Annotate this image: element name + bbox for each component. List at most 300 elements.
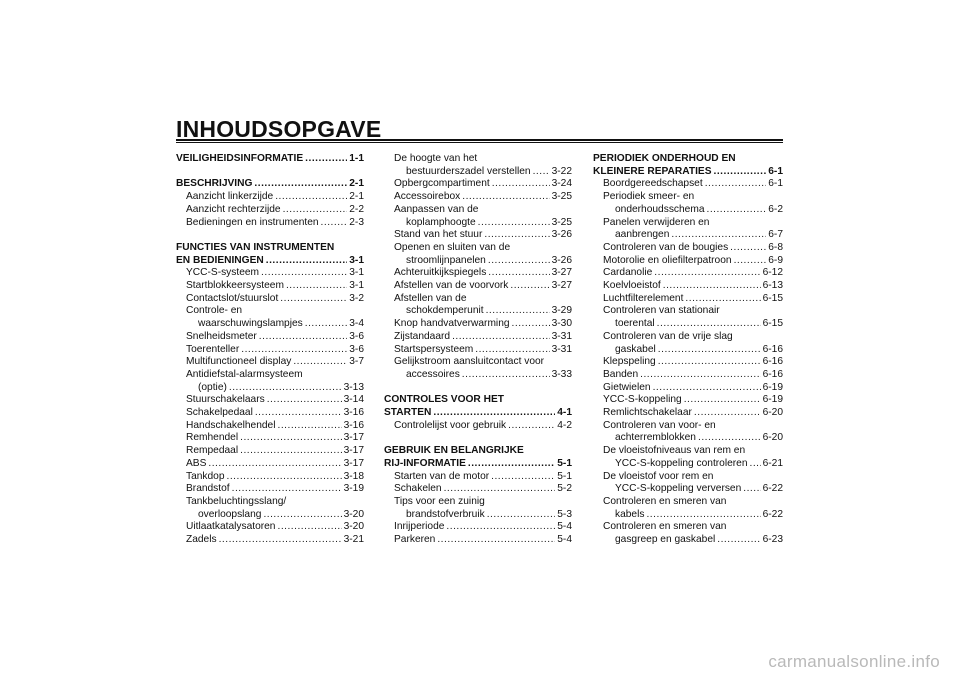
toc-entry[interactable] <box>176 432 364 445</box>
toc-heading-line <box>176 496 364 509</box>
toc-entry-title: Toerenteller <box>186 343 240 355</box>
toc-entry-title: gasgreep en gaskabel <box>615 534 716 546</box>
toc-entry[interactable] <box>384 534 572 547</box>
toc-entry-title: Boordgereedschapset <box>603 178 703 190</box>
toc-page-number: 3-20 <box>343 508 364 520</box>
toc-page-number: 3-21 <box>343 534 364 546</box>
toc-dot-leader <box>255 407 342 420</box>
toc-spacer <box>384 382 572 395</box>
toc-page-number: 6-13 <box>762 280 783 292</box>
toc-heading-line <box>593 305 783 318</box>
toc-entry-title: Controleren van stationair <box>603 305 720 317</box>
toc-page-number: 6-23 <box>762 534 783 546</box>
toc-entry-title: Knop handvatverwarming <box>394 318 510 330</box>
toc-dot-leader <box>277 521 341 534</box>
toc-dot-leader <box>241 344 347 357</box>
toc-entry-title: KLEINERE REPARATIES <box>593 165 712 177</box>
toc-entry-title: Inrijperiode <box>394 521 445 533</box>
toc-entry-title: koplamphoogte <box>406 216 476 228</box>
toc-entry-title: De vloeistofniveaus van rem en <box>603 445 746 457</box>
toc-heading-line <box>593 471 783 484</box>
toc-dot-leader <box>452 331 550 344</box>
toc-entry[interactable] <box>384 166 572 179</box>
toc-entry[interactable] <box>176 445 364 458</box>
toc-page-number: 3-26 <box>551 254 572 266</box>
toc-page-number: 3-20 <box>343 521 364 533</box>
toc-entry[interactable] <box>384 369 572 382</box>
toc-page-number: 6-1 <box>768 178 783 190</box>
toc-entry-title: Zadels <box>186 534 217 546</box>
toc-entry[interactable] <box>176 267 364 280</box>
toc-entry-title: PERIODIEK ONDERHOUD EN <box>593 153 736 164</box>
toc-entry-title: onderhoudsschema <box>615 203 705 215</box>
toc-entry-title: Starten van de motor <box>394 470 490 482</box>
toc-entry[interactable] <box>593 166 783 179</box>
toc-entry-title: Opbergcompartiment <box>394 178 490 190</box>
toc-entry[interactable] <box>176 356 364 369</box>
toc-entry-title: Periodiek smeer- en <box>603 191 695 203</box>
toc-entry-title: YCC-S-koppeling controleren <box>615 457 748 469</box>
toc-entry-title: Controlelijst voor gebruik <box>394 419 507 431</box>
toc-dot-leader <box>657 318 761 331</box>
toc-entry[interactable] <box>384 483 572 496</box>
toc-page-number: 6-19 <box>762 381 783 393</box>
toc-page-number: 3-4 <box>349 318 364 330</box>
toc-entry[interactable] <box>384 344 572 357</box>
toc-page-number: 5-1 <box>557 457 572 469</box>
toc-entry[interactable] <box>593 229 783 242</box>
toc-page-number: 5-4 <box>557 534 572 546</box>
toc-entry-title: Startblokkeersysteem <box>186 280 284 291</box>
toc-entry[interactable] <box>384 471 572 484</box>
toc-column-1 <box>176 153 364 547</box>
page-title: INHOUDSOPGAVE <box>176 116 382 142</box>
toc-heading-line <box>593 445 783 458</box>
toc-entry[interactable] <box>593 432 783 445</box>
toc-dot-leader <box>462 369 550 382</box>
toc-page-number: 6-2 <box>768 203 783 215</box>
toc-entry[interactable] <box>593 407 783 420</box>
toc-entry[interactable] <box>384 267 572 280</box>
toc-page-number: 3-17 <box>343 457 364 469</box>
toc-entry-title: Afstellen van de voorvork <box>394 280 509 292</box>
toc-entry-title: Schakelpedaal <box>186 407 253 419</box>
toc-entry[interactable] <box>593 267 783 280</box>
toc-dot-leader <box>462 191 549 204</box>
toc-entry[interactable] <box>384 217 572 230</box>
toc-heading-line <box>384 394 572 407</box>
toc-dot-leader <box>208 458 341 471</box>
toc-entry-title: Aanzicht rechterzijde <box>186 203 281 215</box>
toc-entry-title: VEILIGHEIDSINFORMATIE <box>176 153 304 164</box>
toc-entry[interactable] <box>176 255 364 268</box>
toc-page-number: 3-31 <box>551 343 572 355</box>
toc-entry[interactable] <box>384 280 572 293</box>
toc-entry-title: Startspersysteem <box>394 343 474 355</box>
toc-entry[interactable] <box>176 331 364 344</box>
toc-entry-title: Bedieningen en instrumenten <box>186 216 319 228</box>
toc-dot-leader <box>684 394 761 407</box>
toc-entry-title: Contactslot/stuurslot <box>186 292 279 304</box>
toc-entry[interactable] <box>176 458 364 471</box>
toc-entry[interactable] <box>593 255 783 268</box>
toc-entry[interactable] <box>176 534 364 547</box>
toc-dot-leader <box>646 509 760 522</box>
toc-page-number: 6-8 <box>768 241 783 253</box>
toc-entry[interactable] <box>176 420 364 433</box>
toc-page-number: 3-1 <box>349 267 364 279</box>
toc-heading-line <box>384 356 572 369</box>
toc-page-number: 4-1 <box>557 407 572 419</box>
toc-dot-leader <box>293 356 347 369</box>
toc-entry-title: De vloeistof voor rem en <box>603 470 714 482</box>
toc-entry-title: RIJ-INFORMATIE <box>384 457 466 469</box>
toc-entry-title: Controleren van voor- en <box>603 419 716 431</box>
toc-entry-title: gaskabel <box>615 343 656 355</box>
toc-dot-leader <box>484 229 549 242</box>
toc-entry-title: bestuurderszadel verstellen <box>406 165 531 177</box>
toc-entry[interactable] <box>384 420 572 433</box>
toc-page-number: 6-12 <box>762 267 783 279</box>
toc-entry[interactable] <box>176 217 364 230</box>
toc-entry-title: Gelijkstroom aansluitcontact voor <box>394 356 545 368</box>
toc-entry-title: GEBRUIK EN BELANGRIJKE <box>384 445 524 457</box>
toc-page-number: 6-16 <box>762 343 783 355</box>
toc-heading-line <box>384 204 572 217</box>
toc-page-number: 3-24 <box>551 178 572 190</box>
toc-page-number: 3-6 <box>349 330 364 342</box>
toc-dot-leader <box>654 267 760 280</box>
toc-dot-leader <box>730 242 766 255</box>
toc-heading-line <box>593 191 783 204</box>
toc-dot-leader <box>717 534 760 547</box>
toc-heading-line <box>593 521 783 534</box>
toc-dot-leader <box>433 407 555 420</box>
toc-dot-leader <box>468 458 555 471</box>
toc-entry[interactable] <box>176 483 364 496</box>
toc-entry-title: overloopslang <box>198 508 262 520</box>
toc-entry-title: FUNCTIES VAN INSTRUMENTEN <box>176 241 335 253</box>
toc-entry-title: Panelen verwijderen en <box>603 216 710 228</box>
toc-entry-title: EN BEDIENINGEN <box>176 254 264 266</box>
toc-entry[interactable] <box>593 534 783 547</box>
toc-entry-title: ABS <box>186 457 207 469</box>
toc-entry[interactable] <box>176 178 364 191</box>
toc-dot-leader <box>512 318 550 331</box>
toc-entry[interactable] <box>593 318 783 331</box>
toc-entry-title: Controle- en <box>186 305 243 317</box>
toc-dot-leader <box>658 344 761 357</box>
toc-entry[interactable] <box>384 331 572 344</box>
toc-page-number: 6-16 <box>762 368 783 380</box>
toc-entry-title: Uitlaatkatalysatoren <box>186 521 276 533</box>
toc-column-3 <box>593 153 783 547</box>
toc-page-number: 3-26 <box>551 229 572 241</box>
toc-dot-leader <box>671 229 766 242</box>
toc-dot-leader <box>266 255 348 268</box>
toc-page-number: 3-17 <box>343 445 364 457</box>
toc-heading-line <box>176 369 364 382</box>
toc-page-number: 5-4 <box>557 521 572 533</box>
toc-entry[interactable] <box>593 356 783 369</box>
toc-entry-title: Controleren en smeren van <box>603 495 727 507</box>
toc-page-number: 6-16 <box>762 356 783 368</box>
toc-dot-leader <box>259 331 347 344</box>
toc-dot-leader <box>321 217 348 230</box>
toc-entry[interactable] <box>593 483 783 496</box>
toc-entry-title: De hoogte van het <box>394 153 478 164</box>
toc-page-number: 3-30 <box>551 318 572 330</box>
toc-dot-leader <box>305 318 348 331</box>
toc-entry-title: Luchtfilterelement <box>603 292 684 304</box>
toc-entry[interactable] <box>176 394 364 407</box>
toc-dot-leader <box>263 509 341 522</box>
toc-page-number: 3-13 <box>343 381 364 393</box>
toc-entry-title: Aanzicht linkerzijde <box>186 191 274 203</box>
toc-entry-title: Controleren en smeren van <box>603 521 727 533</box>
toc-dot-leader <box>444 483 556 496</box>
toc-page-number: 6-22 <box>762 508 783 520</box>
toc-page-number: 6-21 <box>762 457 783 469</box>
toc-entry[interactable] <box>593 509 783 522</box>
toc-heading-line <box>384 445 572 458</box>
toc-entry[interactable] <box>593 293 783 306</box>
toc-dot-leader <box>734 255 767 268</box>
toc-entry-title: Banden <box>603 368 639 380</box>
toc-entry[interactable] <box>176 280 364 293</box>
toc-entry-title: Cardanolie <box>603 267 653 279</box>
toc-entry[interactable] <box>593 242 783 255</box>
toc-page-number: 6-7 <box>768 229 783 241</box>
toc-entry[interactable] <box>384 318 572 331</box>
toc-page-number: 3-29 <box>551 305 572 317</box>
toc-dot-leader <box>714 166 767 179</box>
toc-dot-leader <box>508 420 555 433</box>
toc-entry-title: Multifunctioneel display <box>186 356 292 368</box>
toc-page-number: 2-3 <box>349 216 364 228</box>
toc-page-number: 3-16 <box>343 419 364 431</box>
toc-page-number: 6-9 <box>768 254 783 266</box>
toc-entry-title: kabels <box>615 508 645 520</box>
toc-heading-line <box>384 293 572 306</box>
toc-page-number: 2-1 <box>349 191 364 203</box>
toc-heading-line <box>176 305 364 318</box>
toc-entry[interactable] <box>384 407 572 420</box>
toc-page-number: 3-7 <box>349 356 364 368</box>
toc-entry[interactable] <box>384 305 572 318</box>
toc-dot-leader <box>698 432 761 445</box>
toc-entry[interactable] <box>384 521 572 534</box>
toc-entry[interactable] <box>593 280 783 293</box>
toc-dot-leader <box>254 178 347 191</box>
toc-entry-title: stroomlijnpanelen <box>406 254 486 266</box>
toc-dot-leader <box>492 178 550 191</box>
toc-dot-leader <box>261 267 347 280</box>
toc-dot-leader <box>240 445 342 458</box>
toc-entry-title: Parkeren <box>394 534 436 546</box>
toc-page-number: 6-22 <box>762 483 783 495</box>
toc-entry-title: accessoires <box>406 368 460 380</box>
toc-entry[interactable] <box>176 407 364 420</box>
toc-entry[interactable] <box>593 458 783 471</box>
toc-page-number: 6-20 <box>762 432 783 444</box>
toc-dot-leader <box>227 471 342 484</box>
toc-dot-leader <box>533 166 550 179</box>
toc-entry-title: Stuurschakelaars <box>186 394 265 406</box>
toc-entry-title: Handschakelhendel <box>186 419 276 431</box>
toc-dot-leader <box>275 191 347 204</box>
toc-entry-title: Achteruitkijkspiegels <box>394 267 487 279</box>
toc-entry-title: STARTEN <box>384 407 432 419</box>
toc-entry[interactable] <box>176 293 364 306</box>
toc-dot-leader <box>705 178 767 191</box>
toc-page-number: 6-1 <box>768 165 783 177</box>
toc-page-number: 6-19 <box>762 394 783 406</box>
toc-heading-line <box>384 242 572 255</box>
toc-entry-title: YCC-S-systeem <box>186 267 260 279</box>
toc-heading-line <box>384 153 572 166</box>
toc-heading-line <box>593 217 783 230</box>
toc-entry[interactable] <box>593 382 783 395</box>
toc-page-number: 3-33 <box>551 368 572 380</box>
title-rule <box>176 139 783 143</box>
toc-heading-line <box>593 153 783 166</box>
toc-entry[interactable] <box>593 394 783 407</box>
toc-page-number: 5-3 <box>557 508 572 520</box>
toc-dot-leader <box>280 293 347 306</box>
toc-dot-leader <box>286 280 347 293</box>
toc-page-number: 3-22 <box>551 165 572 177</box>
toc-entry[interactable] <box>593 369 783 382</box>
toc-dot-leader <box>640 369 760 382</box>
toc-dot-leader <box>278 420 342 433</box>
toc-dot-leader <box>658 356 761 369</box>
toc-page-number: 3-1 <box>349 280 364 291</box>
toc-page-number: 6-15 <box>762 292 783 304</box>
toc-dot-leader <box>305 153 347 166</box>
toc-dot-leader <box>475 344 549 357</box>
toc-heading-line <box>593 420 783 433</box>
toc-dot-leader <box>488 267 549 280</box>
toc-dot-leader <box>743 483 760 496</box>
toc-entry[interactable] <box>176 153 364 166</box>
toc-entry-title: Stand van het stuur <box>394 229 483 241</box>
toc-dot-leader <box>663 280 761 293</box>
toc-spacer <box>176 166 364 179</box>
toc-entry-title: Controleren van de bougies <box>603 241 729 253</box>
toc-dot-leader <box>491 471 555 484</box>
toc-page-number: 3-1 <box>349 254 364 266</box>
toc-entry[interactable] <box>384 458 572 471</box>
watermark: carmanualsonline.info <box>768 652 940 671</box>
toc-dot-leader <box>694 407 761 420</box>
toc-dot-leader <box>478 217 550 230</box>
toc-heading-line <box>593 331 783 344</box>
toc-page-number: 3-17 <box>343 432 364 444</box>
toc-entry[interactable] <box>176 191 364 204</box>
toc-page-number: 3-27 <box>551 280 572 292</box>
toc-dot-leader <box>240 432 342 445</box>
toc-column-2 <box>384 153 572 547</box>
toc-entry[interactable] <box>384 509 572 522</box>
toc-entry-title: Accessoirebox <box>394 191 461 203</box>
toc-entry-title: YCC-S-koppeling <box>603 394 682 406</box>
toc-entry-title: brandstofverbruik <box>406 508 485 520</box>
toc-spacer <box>384 432 572 445</box>
toc-entry[interactable] <box>384 229 572 242</box>
toc-entry-title: achterremblokken <box>615 432 696 444</box>
toc-entry[interactable] <box>384 191 572 204</box>
toc-dot-leader <box>446 521 555 534</box>
toc-entry[interactable] <box>593 204 783 217</box>
toc-heading-line <box>384 496 572 509</box>
toc-entry[interactable] <box>384 178 572 191</box>
toc-entry[interactable] <box>593 178 783 191</box>
toc-page-number: 1-1 <box>349 153 364 164</box>
toc-entry-title: aanbrengen <box>615 229 670 241</box>
toc-entry-title: Afstellen van de <box>394 292 467 304</box>
toc-dot-leader <box>267 394 342 407</box>
toc-page-number: 3-14 <box>343 394 364 406</box>
toc-entry[interactable] <box>176 204 364 217</box>
toc-dot-leader <box>685 293 760 306</box>
toc-dot-leader <box>487 509 556 522</box>
toc-entry[interactable] <box>384 255 572 268</box>
toc-dot-leader <box>706 204 766 217</box>
toc-entry-title: Zijstandaard <box>394 330 451 342</box>
toc-entry-title: Gietwielen <box>603 381 651 393</box>
toc-entry-title: (optie) <box>198 381 227 393</box>
toc-dot-leader <box>510 280 549 293</box>
toc-page-number: 3-27 <box>551 267 572 279</box>
toc-entry[interactable] <box>176 471 364 484</box>
toc-page-number: 3-25 <box>551 216 572 228</box>
toc-entry-title: Controleren van de vrije slag <box>603 330 733 342</box>
toc-page-number: 5-2 <box>557 483 572 495</box>
toc-entry-title: schokdemperunit <box>406 305 484 317</box>
toc-entry-title: CONTROLES VOOR HET <box>384 394 504 406</box>
toc-entry-title: Klepspeling <box>603 356 656 368</box>
toc-page-number: 5-1 <box>557 470 572 482</box>
toc-entry-title: Antidiefstal-alarmsysteem <box>186 368 303 380</box>
toc-entry-title: Snelheidsmeter <box>186 330 257 342</box>
toc-page-number: 3-18 <box>343 470 364 482</box>
toc-entry[interactable] <box>176 509 364 522</box>
toc-page-number: 3-19 <box>343 483 364 495</box>
toc-entry[interactable] <box>176 344 364 357</box>
toc-dot-leader <box>437 534 555 547</box>
toc-entry-title: Motorolie en oliefilterpatroon <box>603 254 732 266</box>
toc-page-number: 2-2 <box>349 203 364 215</box>
toc-entry-title: waarschuwingslampjes <box>198 318 303 330</box>
toc-dot-leader <box>653 382 761 395</box>
toc-entry-title: BESCHRIJVING <box>176 178 253 190</box>
toc-heading-line <box>176 242 364 255</box>
toc-entry-title: Koelvloeistof <box>603 280 661 292</box>
toc-page-number: 4-2 <box>557 419 572 431</box>
toc-dot-leader <box>232 483 342 496</box>
toc-entry[interactable] <box>593 344 783 357</box>
toc-entry-title: Aanpassen van de <box>394 203 479 215</box>
toc-entry-title: Rempedaal <box>186 445 239 457</box>
toc-entry[interactable] <box>176 382 364 395</box>
toc-entry[interactable] <box>176 318 364 331</box>
toc-entry-title: Tankbeluchtingsslang/ <box>186 495 287 507</box>
toc-entry-title: Remhendel <box>186 432 239 444</box>
toc-dot-leader <box>229 382 342 395</box>
toc-entry[interactable] <box>176 521 364 534</box>
toc-entry-title: Schakelen <box>394 483 442 495</box>
